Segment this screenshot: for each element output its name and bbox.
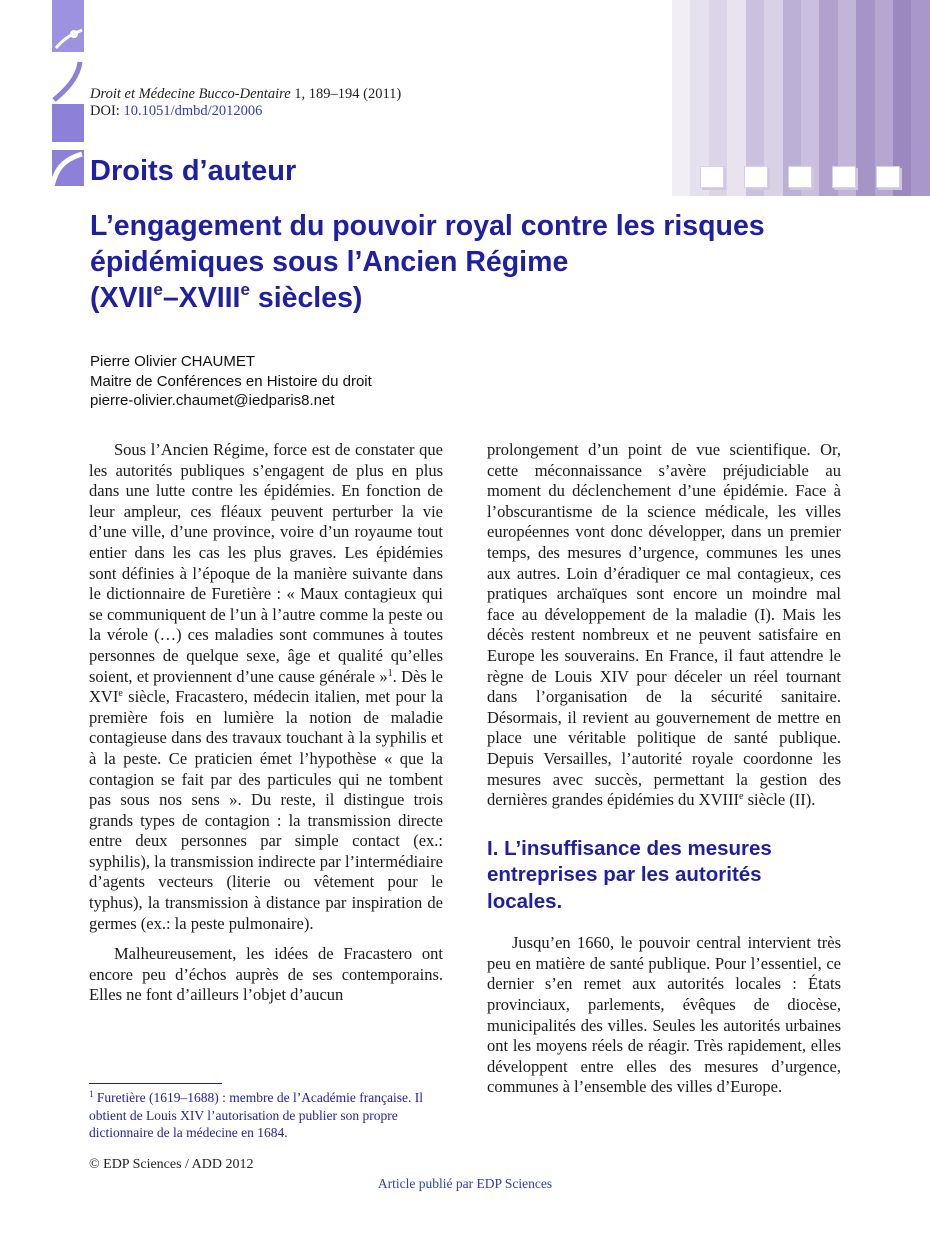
- footnote: [89, 1089, 445, 1142]
- decor-box: [876, 166, 900, 188]
- article-title: [90, 208, 850, 316]
- doi-label: DOI:: [90, 103, 124, 119]
- body-column-left: [89, 440, 443, 1016]
- section-heading: Droits d’auteur: [90, 155, 297, 187]
- paragraph-text: prolongement d’un point de vue scientifique. Or, cette méconnaissance s’avère préjudiciable au moment du déclenchement d’une épidémie. Face à l’obscurantisme de la science médicale, les villes européennes vont donc développer, dans un premier temps, des mesures d’urgence, communes les unes aux autres. Loin d’éradiquer ce mal contagieux, ces pratiques archaïques sont encore un moindre mal face au développement de la maladie (I). Mais les décès restent nombreux et ne peuvent satisfaire en Europe les souverains. En France, il faut attendre le règne de Louis XIV pour déceler un réel tournant dans l’organisation de la sécurité sanitaire. Désormais, il revient au gouvernement de mettre en place une véritable politique de santé publique. Depuis Versailles, l’autorité royale coordonne les mesures avec succès, permettant la gestion des dernières grandes épidémies du XVIII: [487, 440, 841, 810]
- footnote-rule: [89, 1083, 222, 1084]
- title-line-3: [90, 280, 850, 316]
- author-affiliation: Maitre de Conférences en Histoire du droit: [90, 372, 372, 390]
- title-sup: e: [153, 280, 163, 299]
- title-line-2: épidémiques sous l’Ancien Régime: [90, 246, 569, 278]
- paragraph: [487, 440, 841, 811]
- paragraph-text: siècle (II).: [743, 790, 816, 810]
- title-part: (XVII: [90, 282, 154, 314]
- paragraph-text: Sous l’Ancien Régime, force est de constater que les autorités publiques s’engagent de plus en plus dans une lutte contre les épidémies. En fonction de leur ampleur, ces fléaux peuvent perturber la vie d’une ville, d’une province, voire d’un royaume tout entier dans les cas les plus graves. Les épidémies sont définies à l’époque de la manière suivante dans le dictionnaire de Furetière : « Maux contagieux qui se communiquent de l’un à l’autre comme la peste ou la vérole (…) ces maladies sont communes à toutes personnes de quelque sexe, âge et qualité qu’elles soient, et proviennent d’une cause générale »: [89, 440, 443, 686]
- paragraph-text: . Dès le XVI: [89, 666, 443, 707]
- header-boxes: [700, 166, 900, 188]
- journal-logo: [52, 0, 84, 186]
- author-email[interactable]: pierre-olivier.chaumet@iedparis8.net: [90, 392, 335, 409]
- doi-line: [90, 103, 401, 120]
- publisher-link[interactable]: Article publié par EDP Sciences: [377, 1176, 553, 1191]
- decor-box: [788, 166, 812, 188]
- body-column-right: [487, 440, 841, 1108]
- superscript: e: [739, 791, 744, 803]
- journal-citation: [90, 86, 401, 103]
- decor-box: [744, 166, 768, 188]
- paragraph: [89, 440, 443, 934]
- footnote-ref[interactable]: 1: [387, 667, 393, 679]
- decor-box: [700, 166, 724, 188]
- decor-box: [832, 166, 856, 188]
- footnote-text: Furetière (1619–1688) : membre de l’Académie française. Il obtient de Louis XIV l’autorisation de publier son propre dictionnaire de la médecine en 1684.: [89, 1090, 423, 1140]
- footnote-number: 1: [89, 1089, 94, 1099]
- title-part: –XVIII: [162, 282, 241, 314]
- doi-link[interactable]: 10.1051/dmbd/2012006: [123, 103, 263, 119]
- title-part: siècles): [249, 282, 363, 314]
- copyright: © EDP Sciences / ADD 2012: [89, 1157, 254, 1172]
- journal-logo-icon: [52, 0, 84, 186]
- paragraph-text: siècle, Fracastero, médecin italien, met pour la première fois en lumière la notion de maladie contagieuse dans des travaux touchant à la syphilis et à la peste. Ce praticien émet l’hypothèse « que la contagion se fait par des particules qui ne tombent pas sous nos sens ». Du reste, il distingue trois grands types de contagion : la transmission directe entre deux personnes par simple contact (ex.: syphilis), la transmission indirecte par l’intermédiaire d’agents vecteurs (literie ou vêtement pour le typhus), la transmission à distance par inspiration de germes (ex.: la peste pulmonaire).: [89, 687, 443, 933]
- paragraph: Malheureusement, les idées de Fracastero ont encore peu d’échos auprès de ses contemporains. Elles ne font d’ailleurs l’objet d’aucun: [89, 944, 443, 1005]
- title-line-1: L’engagement du pouvoir royal contre les risques: [90, 210, 765, 242]
- paragraph: Jusqu’en 1660, le pouvoir central intervient très peu en matière de santé publique. Pour l’essentiel, ce dernier s’en remet aux autorités locales : États provinciaux, parlements, évêques de diocèse, municipalités des villes. Seules les autorités urbaines ont les moyens réels de réagir. Très rapidement, elles développent entre elles des mesures d’urgence, communes à l’ensemble des villes d’Europe.: [487, 933, 841, 1097]
- journal-volume: 1, 189–194 (2011): [290, 86, 402, 102]
- superscript: e: [118, 688, 123, 700]
- journal-info: [90, 86, 401, 120]
- title-sup: e: [240, 280, 250, 299]
- author-block: [90, 352, 372, 411]
- journal-name: Droit et Médecine Bucco-Dentaire: [90, 86, 291, 102]
- section-heading-1: I. L’insuffisance des mesures entreprises par les autorités locales.: [487, 836, 772, 913]
- author-name: Pierre Olivier CHAUMET: [90, 353, 256, 370]
